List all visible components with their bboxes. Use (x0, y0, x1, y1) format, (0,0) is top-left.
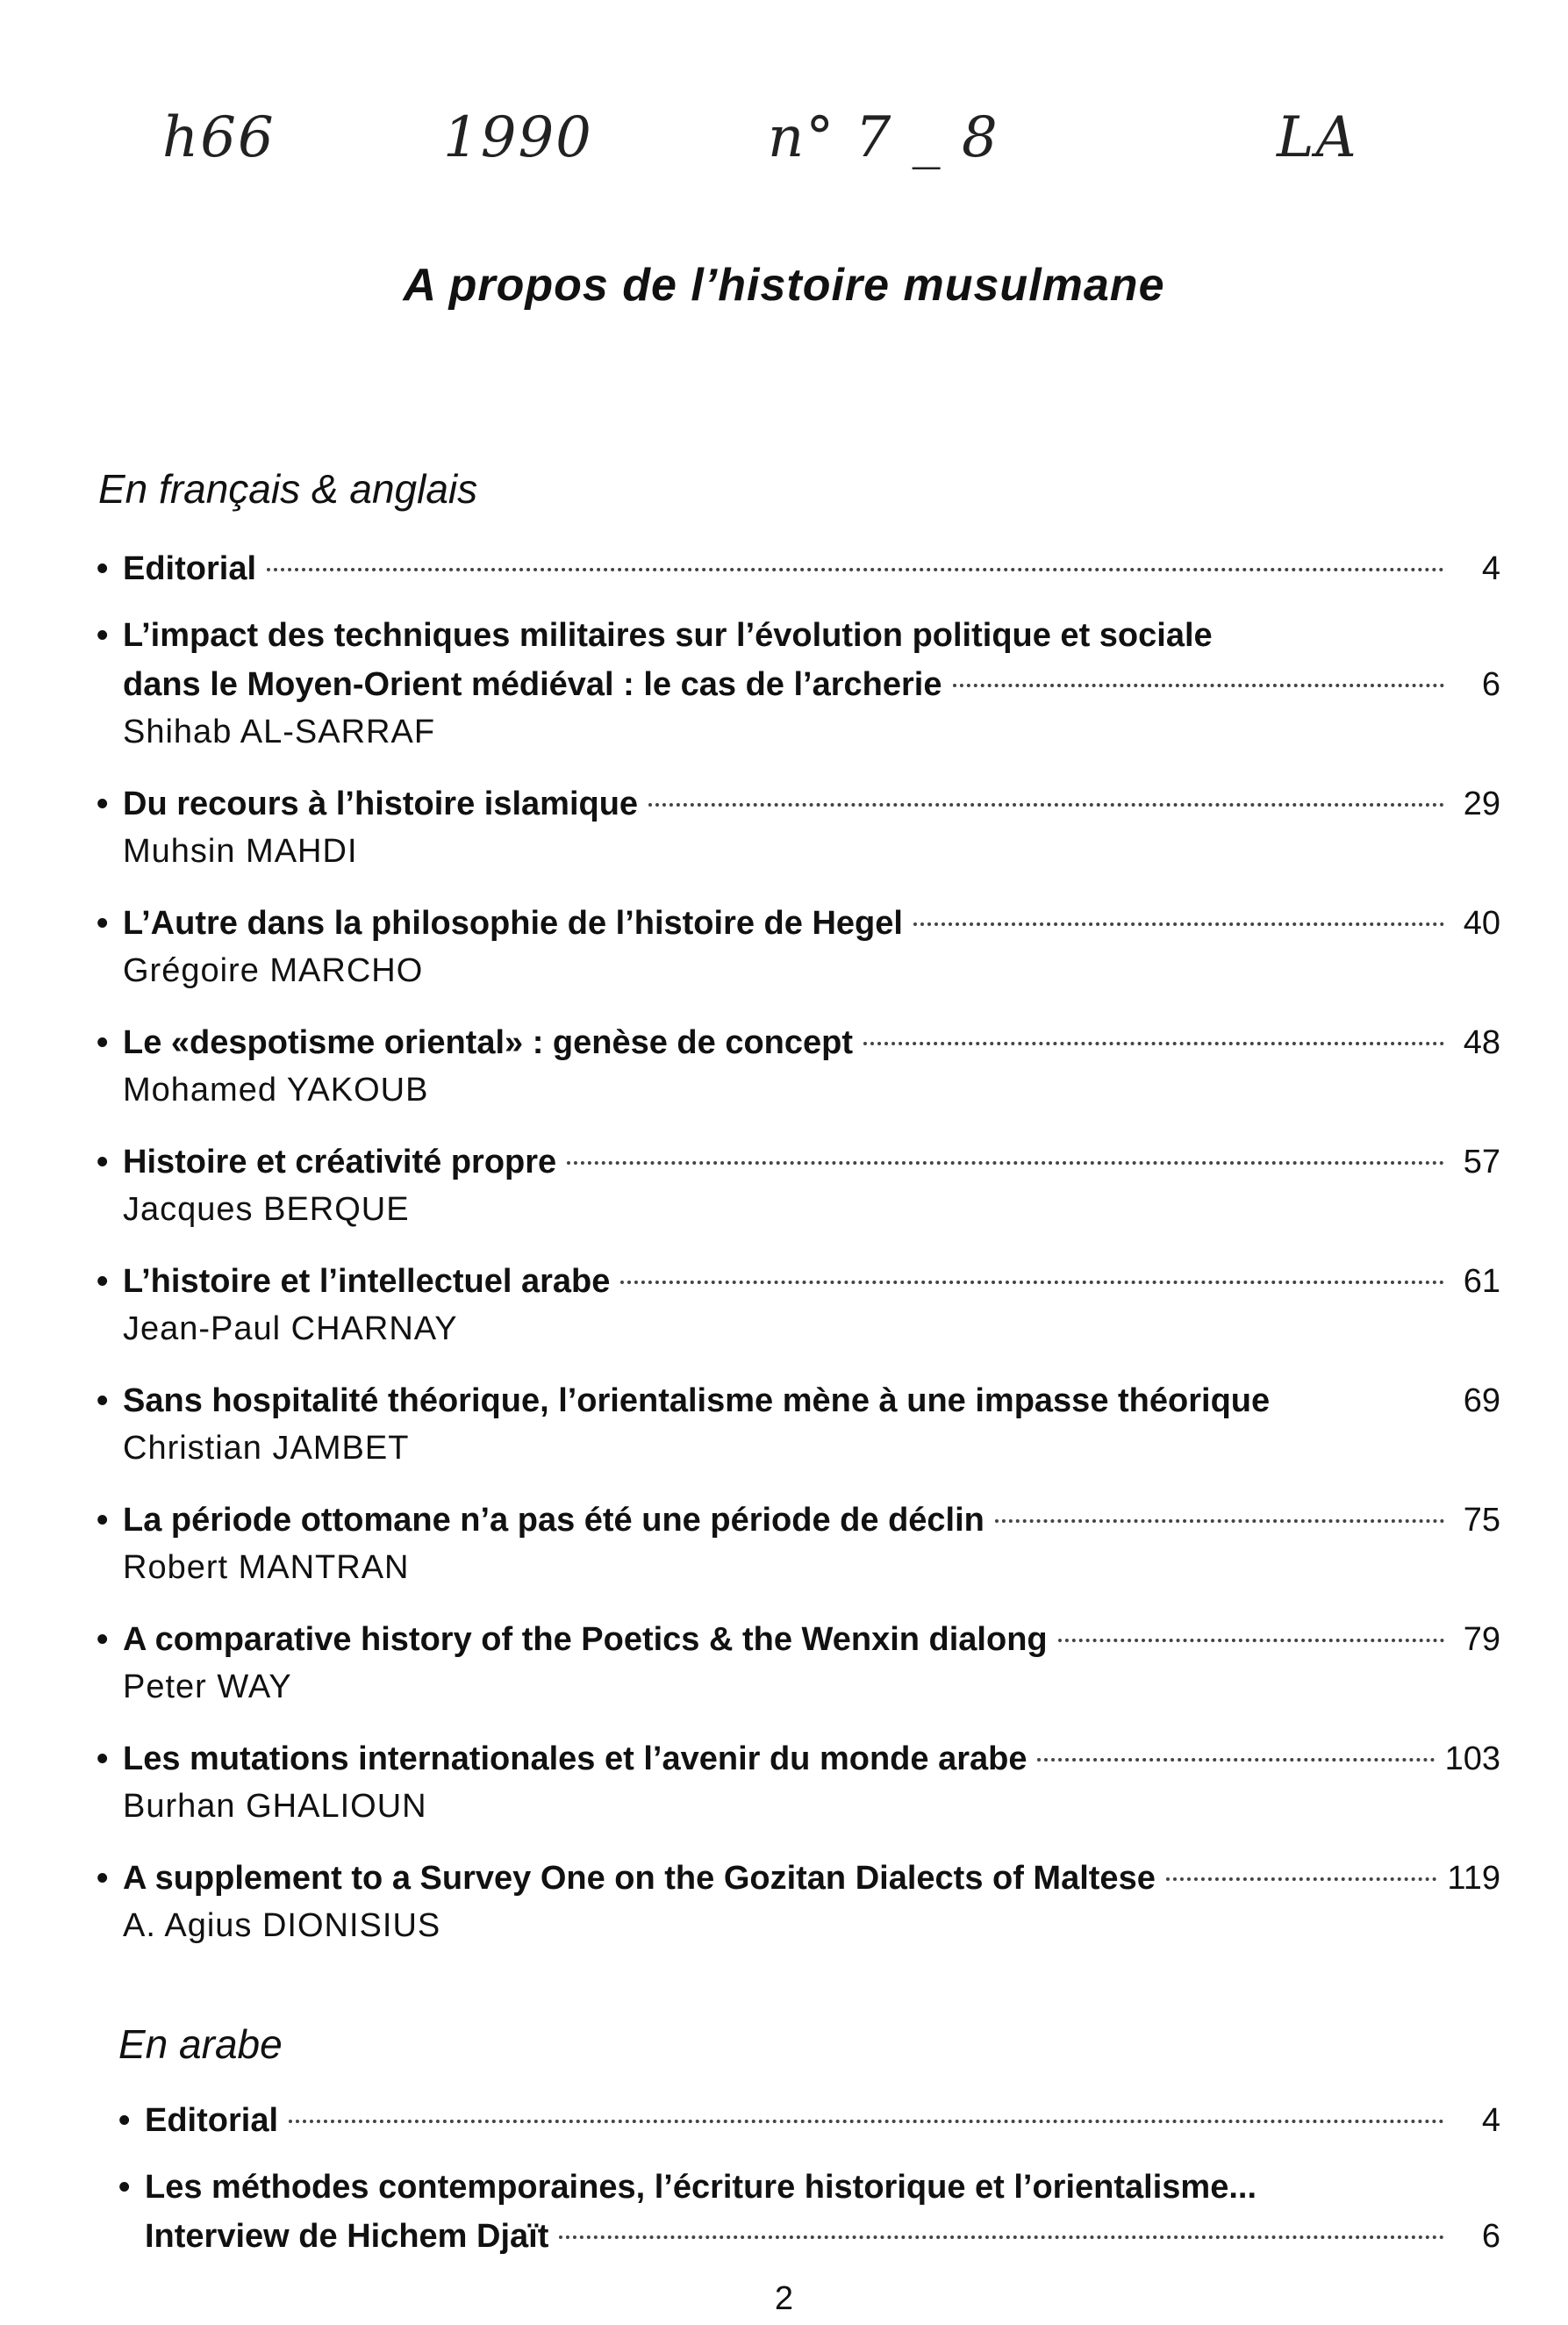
toc-page-number: 6 (1481, 666, 1500, 703)
handwritten-code: h66 (162, 105, 276, 170)
toc-title: Le «despotisme oriental» : genèse de concept (123, 1024, 854, 1061)
toc-row (118, 2163, 1500, 2212)
bullet-icon: • (97, 905, 109, 942)
toc-row (118, 2096, 1500, 2145)
bullet-icon: • (97, 1263, 109, 1300)
bullet-icon: • (97, 1621, 109, 1658)
toc-title: A supplement to a Survey One on the Gozitan Dialects of Maltese (123, 1860, 1156, 1897)
dot-leader (953, 684, 1445, 687)
toc-title: Editorial (145, 2102, 279, 2139)
toc-title: Editorial (123, 550, 257, 587)
handwritten-mark: LA (1277, 105, 1358, 170)
toc-page-number: 57 (1463, 1144, 1500, 1180)
dot-leader (1166, 1877, 1437, 1881)
toc-title: L’Autre dans la philosophie de l’histoire de Hegel (123, 905, 903, 942)
toc-title: L’histoire et l’intellectuel arabe (123, 1263, 611, 1300)
bullet-icon: • (118, 2102, 131, 2139)
toc-entry (97, 1018, 1500, 1113)
toc-page-number: 40 (1463, 905, 1500, 942)
bullet-icon: • (97, 786, 109, 822)
toc-author: Shihab AL-SARRAF (123, 714, 436, 750)
toc-author: Muhsin MAHDI (123, 833, 358, 870)
toc-entry (97, 611, 1500, 755)
dot-leader (620, 1281, 1444, 1284)
dot-leader (267, 568, 1444, 571)
toc-row (97, 899, 1500, 948)
toc-author: Burhan GHALIOUN (123, 1788, 427, 1825)
toc-row (97, 1496, 1500, 1545)
toc-page-number: 4 (1481, 550, 1500, 587)
section-heading-french-english: En français & anglais (98, 466, 478, 512)
toc-entry (97, 1615, 1500, 1710)
dot-leader (289, 2120, 1444, 2123)
bullet-icon: • (97, 1024, 109, 1061)
page-number: 2 (774, 2280, 794, 2317)
toc-page-number: 75 (1463, 1502, 1500, 1539)
toc-author: Jacques BERQUE (123, 1191, 410, 1228)
bullet-icon: • (97, 617, 109, 654)
toc-page-number: 4 (1481, 2102, 1500, 2139)
toc-author: Grégoire MARCHO (123, 952, 424, 989)
handwritten-issue: n° 7 _ 8 (768, 105, 999, 170)
toc-title-line: Les méthodes contemporaines, l’écriture historique et l’orientalisme... (145, 2169, 1257, 2206)
dot-leader (1058, 1639, 1444, 1642)
toc-title: A comparative history of the Poetics & the Wenxin dialong (123, 1621, 1048, 1658)
toc-row (118, 2212, 1500, 2261)
toc-row (97, 1257, 1500, 1306)
toc-list-french-english (97, 544, 1500, 1948)
toc-page-number: 103 (1444, 1740, 1500, 1777)
toc-row (97, 1734, 1500, 1783)
toc-page-number: 48 (1463, 1024, 1500, 1061)
toc-title: Histoire et créativité propre (123, 1144, 557, 1180)
toc-author: Jean-Paul CHARNAY (123, 1310, 458, 1347)
toc-entry (97, 1137, 1500, 1232)
toc-title: Les mutations internationales et l’avenir du monde arabe (123, 1740, 1027, 1777)
toc-entry (97, 899, 1500, 994)
toc-title-line: Interview de Hichem Djaït (145, 2218, 549, 2255)
toc-row (97, 660, 1500, 709)
toc-row (97, 1137, 1500, 1187)
toc-title-line: L’impact des techniques militaires sur l’évolution politique et sociale (123, 617, 1213, 654)
toc-entry (97, 1734, 1500, 1829)
dot-leader (995, 1519, 1444, 1523)
toc-entry (118, 2163, 1500, 2261)
toc-row (97, 1615, 1500, 1664)
dot-leader (567, 1161, 1444, 1165)
toc-page-number: 69 (1463, 1382, 1500, 1419)
toc-row (97, 544, 1500, 593)
toc-row (97, 611, 1500, 660)
toc-row (97, 1854, 1500, 1903)
toc-entry (97, 544, 1500, 593)
toc-page-number: 79 (1463, 1621, 1500, 1658)
bullet-icon: • (97, 550, 109, 587)
dot-leader (648, 803, 1444, 807)
toc-page-number: 119 (1447, 1860, 1500, 1897)
toc-author: Peter WAY (123, 1668, 292, 1705)
section-heading-arabic: En arabe (118, 2021, 283, 2067)
dot-leader (1037, 1758, 1434, 1762)
toc-row (97, 1376, 1500, 1425)
bullet-icon: • (97, 1740, 109, 1777)
toc-entry (97, 1854, 1500, 1948)
handwritten-year: 1990 (443, 105, 593, 170)
toc-row (97, 779, 1500, 829)
dot-leader (863, 1042, 1444, 1045)
toc-author: Mohamed YAKOUB (123, 1072, 429, 1109)
bullet-icon: • (118, 2169, 131, 2206)
toc-author: A. Agius DIONISIUS (123, 1907, 441, 1944)
toc-title: Sans hospitalité théorique, l’orientalisme mène à une impasse théorique (123, 1382, 1271, 1419)
toc-title: Du recours à l’histoire islamique (123, 786, 639, 822)
toc-page-number: 6 (1481, 2218, 1500, 2255)
bullet-icon: • (97, 1382, 109, 1419)
toc-row (97, 1018, 1500, 1067)
toc-author: Robert MANTRAN (123, 1549, 410, 1586)
bullet-icon: • (97, 1144, 109, 1180)
toc-author: Christian JAMBET (123, 1430, 410, 1467)
toc-entry (97, 1496, 1500, 1590)
dot-leader (559, 2235, 1444, 2239)
dot-leader (913, 922, 1444, 926)
toc-title: La période ottomane n’a pas été une période de déclin (123, 1502, 984, 1539)
toc-entry (97, 1257, 1500, 1352)
toc-title-line: dans le Moyen-Orient médiéval : le cas de l’archerie (123, 666, 942, 703)
page-title: A propos de l’histoire musulmane (403, 260, 1165, 311)
toc-entry (97, 779, 1500, 874)
toc-page-number: 29 (1463, 786, 1500, 822)
bullet-icon: • (97, 1860, 109, 1897)
toc-entry (97, 1376, 1500, 1471)
toc-list-arabic (118, 2096, 1500, 2261)
toc-page-number: 61 (1463, 1263, 1500, 1300)
bullet-icon: • (97, 1502, 109, 1539)
toc-entry (118, 2096, 1500, 2145)
